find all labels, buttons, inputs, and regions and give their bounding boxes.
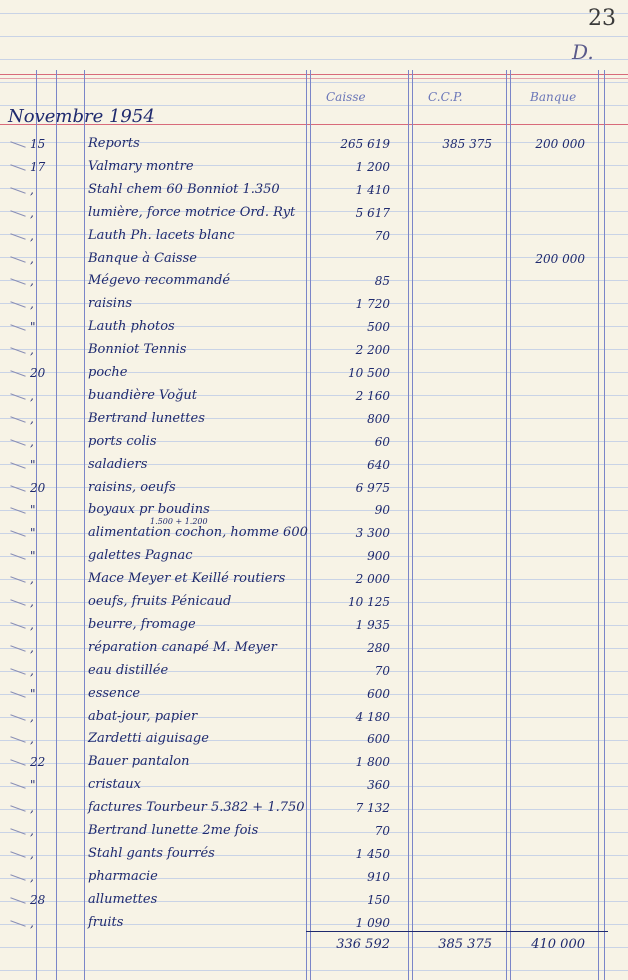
check-tick-mark — [10, 508, 25, 514]
check-tick-mark — [10, 256, 25, 262]
check-tick-mark — [10, 622, 25, 628]
check-tick-mark — [10, 599, 25, 605]
check-tick-mark — [10, 439, 25, 445]
row-amount-caisse: 7 132 — [355, 801, 390, 816]
check-tick-mark — [10, 805, 25, 811]
row-amount-caisse: 1 720 — [355, 297, 390, 312]
row-day: , — [30, 251, 34, 266]
ledger-row — [0, 500, 628, 523]
ledger-row — [0, 271, 628, 294]
row-day: , — [30, 228, 34, 243]
ledger-row — [0, 363, 628, 386]
check-tick-mark — [10, 828, 25, 834]
row-amount-caisse: 90 — [374, 503, 390, 518]
row-description: fruits — [88, 914, 124, 930]
check-tick-mark — [10, 416, 25, 422]
row-amount-caisse: 10 125 — [348, 595, 390, 609]
row-day: , — [30, 205, 34, 220]
row-day: 17 — [30, 159, 46, 174]
ledger-row — [0, 684, 628, 707]
check-tick-mark — [10, 851, 25, 857]
check-tick-mark — [10, 691, 25, 697]
page-number: 23 — [588, 6, 616, 31]
row-day: 22 — [30, 755, 46, 770]
row-description: oeufs, fruits Pénicaud — [88, 594, 232, 609]
row-description: cristaux — [88, 777, 142, 793]
row-description: galettes Pagnac — [88, 548, 193, 564]
check-tick-mark — [10, 233, 25, 239]
check-tick-mark — [10, 714, 25, 720]
row-day: " — [30, 320, 36, 335]
ccp-heading: C.C.P. — [428, 90, 463, 104]
row-amount-caisse: 4 180 — [355, 709, 390, 724]
row-amount-caisse: 3 300 — [355, 526, 390, 541]
row-day: , — [30, 411, 34, 426]
row-description: Bauer pantalon — [88, 754, 190, 770]
row-amount-caisse: 150 — [367, 892, 390, 907]
check-tick-mark — [10, 874, 25, 880]
row-day: , — [30, 869, 34, 884]
row-amount-caisse: 600 — [367, 732, 390, 747]
row-amount-caisse: 2 160 — [355, 388, 390, 403]
row-description: eau distillée — [88, 662, 169, 678]
row-amount-banque: 200 000 — [535, 251, 585, 266]
row-description: réparation canapé M. Meyer — [88, 639, 277, 655]
row-description: ports colis — [88, 433, 157, 449]
ledger-row — [0, 134, 628, 157]
row-amount-caisse: 1 090 — [355, 915, 390, 930]
row-day: , — [30, 801, 34, 816]
row-day: " — [30, 778, 36, 793]
row-description: allumettes — [88, 891, 158, 907]
ledger-row — [0, 592, 628, 615]
ledger-row — [0, 661, 628, 684]
ledger-row — [0, 340, 628, 363]
row-amount-caisse: 10 500 — [348, 366, 390, 380]
row-amount-caisse: 640 — [367, 457, 390, 472]
check-tick-mark — [10, 347, 25, 353]
ledger-row — [0, 752, 628, 775]
check-tick-mark — [10, 462, 25, 468]
top-red-rule — [0, 74, 628, 75]
row-description: Stahl gants fourrés — [88, 845, 215, 861]
ledger-row — [0, 546, 628, 569]
row-description: lumière, force motrice Ord. Ryt — [88, 204, 296, 220]
row-amount-caisse: 2 000 — [355, 572, 390, 587]
row-description: Lauth photos — [88, 319, 175, 335]
check-tick-mark — [10, 897, 25, 903]
check-tick-mark — [10, 760, 25, 766]
row-day: , — [30, 640, 34, 655]
row-day: " — [30, 549, 36, 564]
row-amount-caisse: 360 — [367, 778, 390, 793]
check-tick-mark — [10, 485, 25, 491]
row-amount-caisse: 60 — [374, 434, 390, 449]
second-red-rule — [0, 78, 628, 79]
ledger-row — [0, 569, 628, 592]
check-tick-mark — [10, 668, 25, 674]
row-amount-banque: 200 000 — [535, 137, 585, 151]
total-ccp: 385 375 — [438, 937, 492, 952]
check-tick-mark — [10, 164, 25, 170]
row-day: 20 — [30, 366, 46, 380]
row-amount-ccp: 385 375 — [442, 137, 492, 151]
ledger-row — [0, 638, 628, 661]
ledger-row — [0, 409, 628, 432]
check-tick-mark — [10, 645, 25, 651]
row-day: , — [30, 709, 34, 724]
row-amount-caisse: 70 — [374, 663, 390, 678]
row-day: , — [30, 617, 34, 632]
row-amount-caisse: 1 935 — [355, 617, 390, 632]
check-tick-mark — [10, 393, 25, 399]
row-day: , — [30, 732, 34, 747]
row-description: pharmacie — [88, 868, 158, 884]
row-amount-caisse: 70 — [374, 824, 390, 838]
ledger-row — [0, 798, 628, 821]
row-amount-caisse: 265 619 — [340, 137, 390, 151]
month-heading: Novembre 1954 — [8, 106, 155, 127]
total-caisse: 336 592 — [336, 937, 390, 952]
ledger-row — [0, 249, 628, 272]
row-description: saladiers — [88, 456, 148, 472]
row-amount-caisse: 1 200 — [355, 159, 390, 174]
row-description: boyaux pr boudins — [88, 502, 210, 518]
ledger-row — [0, 707, 628, 730]
row-amount-caisse: 70 — [374, 228, 390, 243]
ledger-row — [0, 517, 628, 546]
ledger-row — [0, 432, 628, 455]
row-day: , — [30, 388, 34, 403]
row-day: , — [30, 915, 34, 930]
row-amount-caisse: 800 — [367, 411, 390, 426]
ledger-row — [0, 775, 628, 798]
row-description: Bonniot Tennis — [88, 342, 187, 358]
check-tick-mark — [10, 141, 25, 147]
check-tick-mark — [10, 737, 25, 743]
check-tick-mark — [10, 279, 25, 285]
row-description: abat-jour, papier — [88, 708, 198, 724]
row-day: 15 — [30, 137, 46, 151]
row-description: alimentation cochon, homme 600 — [88, 525, 308, 541]
ledger-row — [0, 180, 628, 203]
row-day: " — [30, 686, 36, 701]
row-day: , — [30, 343, 34, 358]
row-day: , — [30, 274, 34, 289]
row-day: 28 — [30, 892, 46, 907]
ledger-row — [0, 913, 628, 936]
ledger-row — [0, 821, 628, 844]
ledger-row — [0, 478, 628, 501]
check-tick-mark — [10, 187, 25, 193]
row-day: " — [30, 526, 36, 541]
check-tick-mark — [10, 370, 25, 376]
row-day: , — [30, 663, 34, 678]
ledger-row — [0, 226, 628, 249]
row-amount-caisse: 1 450 — [355, 846, 390, 861]
row-amount-caisse: 1 410 — [355, 182, 390, 197]
check-tick-mark — [10, 324, 25, 330]
check-tick-mark — [10, 920, 25, 926]
row-description: Lauth Ph. lacets blanc — [88, 227, 235, 243]
row-day: , — [30, 824, 34, 838]
row-description: factures Tourbeur 5.382 + 1.750 — [88, 800, 305, 816]
ledger-row — [0, 386, 628, 409]
ledger-row — [0, 203, 628, 226]
total-banque: 410 000 — [531, 937, 585, 952]
ledger-row — [0, 844, 628, 867]
row-amount-caisse: 280 — [367, 640, 390, 655]
row-description: Bertrand lunette 2me fois — [88, 823, 259, 838]
row-description: beurre, fromage — [88, 616, 196, 632]
banque-heading: Banque — [530, 90, 577, 104]
check-tick-mark — [10, 302, 25, 308]
row-day: , — [30, 297, 34, 312]
row-amount-caisse: 6 975 — [355, 480, 390, 495]
row-amount-caisse: 910 — [367, 869, 390, 884]
ledger-row — [0, 867, 628, 890]
row-annotation: 1.500 + 1.200 — [150, 517, 208, 527]
row-amount-caisse: 500 — [367, 320, 390, 335]
row-description: buandière Voğut — [88, 387, 197, 403]
row-description: Bertrand lunettes — [88, 410, 205, 426]
corner-mark: D. — [572, 40, 594, 64]
ledger-row — [0, 615, 628, 638]
check-tick-mark — [10, 210, 25, 216]
row-day: 20 — [30, 480, 46, 495]
check-tick-mark — [10, 531, 25, 537]
ledger-row — [0, 157, 628, 180]
check-tick-mark — [10, 576, 25, 582]
row-day: " — [30, 457, 36, 472]
row-description: poche — [88, 365, 128, 380]
row-description: raisins, oeufs — [88, 479, 176, 495]
row-day: , — [30, 434, 34, 449]
row-description: raisins — [88, 296, 132, 312]
row-description: Mégevo recommandé — [88, 273, 231, 289]
ledger-row — [0, 455, 628, 478]
ledger-row — [0, 890, 628, 913]
row-description: Reports — [88, 136, 140, 151]
check-tick-mark — [10, 553, 25, 559]
row-day: , — [30, 595, 34, 609]
caisse-heading: Caisse — [326, 90, 366, 104]
row-day: " — [30, 503, 36, 518]
row-amount-caisse: 600 — [367, 686, 390, 701]
row-description: Zardetti aiguisage — [88, 731, 209, 747]
totals-rule — [306, 931, 608, 932]
row-description: Stahl chem 60 Bonniot 1.350 — [88, 181, 280, 197]
row-day: , — [30, 846, 34, 861]
row-amount-caisse: 5 617 — [355, 205, 390, 220]
row-day: , — [30, 182, 34, 197]
row-description: Banque à Caisse — [88, 250, 197, 266]
ledger-row — [0, 317, 628, 340]
row-amount-caisse: 1 800 — [355, 755, 390, 770]
ledger-row — [0, 294, 628, 317]
ledger-row — [0, 729, 628, 752]
row-day: , — [30, 572, 34, 587]
row-description: essence — [88, 685, 141, 701]
row-amount-caisse: 85 — [374, 274, 390, 289]
row-amount-caisse: 2 200 — [355, 343, 390, 358]
row-amount-caisse: 900 — [367, 549, 390, 564]
row-description: Valmary montre — [88, 158, 194, 174]
check-tick-mark — [10, 782, 25, 788]
row-description: Mace Meyer et Keillé routiers — [88, 571, 286, 587]
